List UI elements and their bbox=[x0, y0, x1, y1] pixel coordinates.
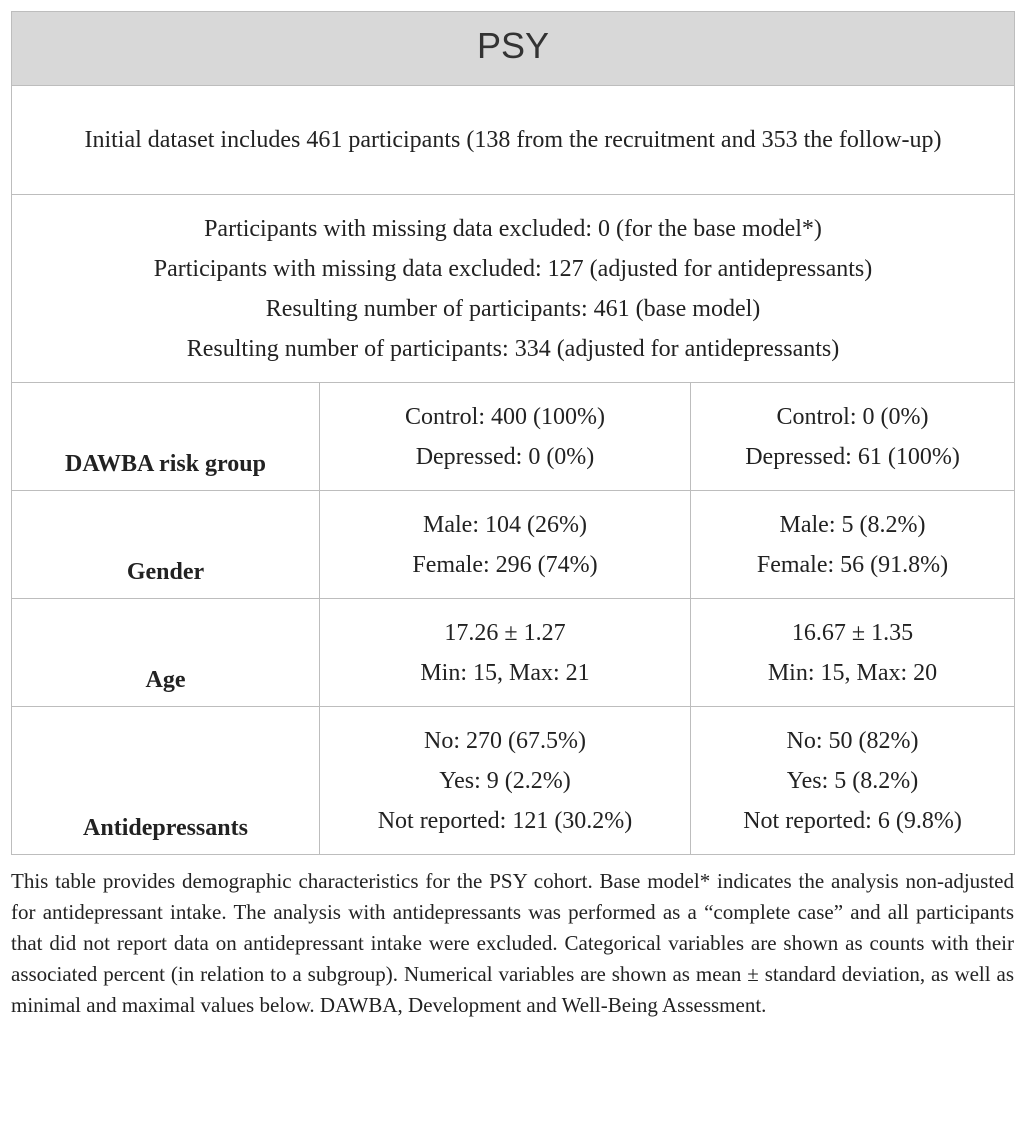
cell-depressed-antidepressants bbox=[691, 707, 1015, 855]
cell-line: Male: 104 (26%) bbox=[423, 511, 587, 538]
cell-control-gender bbox=[320, 491, 691, 599]
table-row-antidepressants bbox=[12, 707, 1015, 855]
cell-line: Yes: 5 (8.2%) bbox=[786, 767, 919, 794]
table-row-age bbox=[12, 599, 1015, 707]
cell-line: Depressed: 0 (0%) bbox=[415, 443, 595, 470]
cell-line: 16.67 ± 1.35 bbox=[791, 619, 914, 646]
cell-line: Not reported: 6 (9.8%) bbox=[743, 807, 962, 834]
cell-depressed-dawba bbox=[691, 383, 1015, 491]
cell-line: Yes: 9 (2.2%) bbox=[439, 767, 571, 794]
cell-line: Depressed: 61 (100%) bbox=[745, 443, 960, 470]
exclusion-line: Participants with missing data excluded: 0 (for the base model*) bbox=[204, 215, 822, 242]
cell-line: Female: 296 (74%) bbox=[412, 551, 598, 578]
row-label-antidepressants: Antidepressants bbox=[12, 707, 320, 855]
cell-line: Male: 5 (8.2%) bbox=[779, 511, 926, 538]
table-title-cell bbox=[12, 12, 1015, 86]
exclusions-cell bbox=[12, 195, 1015, 383]
demographics-table bbox=[11, 11, 1015, 855]
table-title: PSY bbox=[476, 25, 550, 66]
exclusion-line: Participants with missing data excluded: 127 (adjusted for antidepressants) bbox=[153, 255, 873, 282]
cell-depressed-age bbox=[691, 599, 1015, 707]
cell-line: No: 270 (67.5%) bbox=[424, 727, 586, 754]
row-label-dawba: DAWBA risk group bbox=[12, 383, 320, 491]
table-caption: This table provides demographic characteristics for the PSY cohort. Base model* indicates the analysis non-adjusted for antidepressant intake. The analysis with antidepressants was performed as a “complete case” and all participants that did not report data on antidepressant intake were excluded. Categorical variables are shown as counts with their associated percent (in relation to a subgroup). Numerical variables are shown as mean ± standard deviation, as well as minimal and maximal values below. DAWBA, Development and Well-Being Assessment. bbox=[11, 869, 1014, 1017]
cell-depressed-gender bbox=[691, 491, 1015, 599]
cell-line: Female: 56 (91.8%) bbox=[756, 551, 949, 578]
exclusion-line: Resulting number of participants: 334 (adjusted for antidepressants) bbox=[186, 335, 840, 362]
exclusion-line: Resulting number of participants: 461 (base model) bbox=[265, 295, 761, 322]
cell-line: Control: 400 (100%) bbox=[405, 403, 605, 430]
cell-line: 17.26 ± 1.27 bbox=[444, 619, 566, 646]
row-label-age: Age bbox=[12, 599, 320, 707]
cell-control-dawba bbox=[320, 383, 691, 491]
cell-control-antidepressants bbox=[320, 707, 691, 855]
row-label-gender: Gender bbox=[12, 491, 320, 599]
exclusions-row bbox=[12, 195, 1015, 383]
cell-control-age bbox=[320, 599, 691, 707]
title-row bbox=[12, 12, 1015, 86]
cell-line: No: 50 (82%) bbox=[786, 727, 919, 754]
cell-line: Min: 15, Max: 20 bbox=[767, 659, 938, 686]
table-row-gender bbox=[12, 491, 1015, 599]
intro-text: Initial dataset includes 461 participants (138 from the recruitment and 353 the follow-up) bbox=[12, 86, 1015, 195]
intro-row bbox=[12, 86, 1015, 195]
cell-line: Control: 0 (0%) bbox=[776, 403, 929, 430]
table-row-dawba bbox=[12, 383, 1015, 491]
cell-line: Min: 15, Max: 21 bbox=[420, 659, 590, 686]
cell-line: Not reported: 121 (30.2%) bbox=[377, 807, 633, 834]
